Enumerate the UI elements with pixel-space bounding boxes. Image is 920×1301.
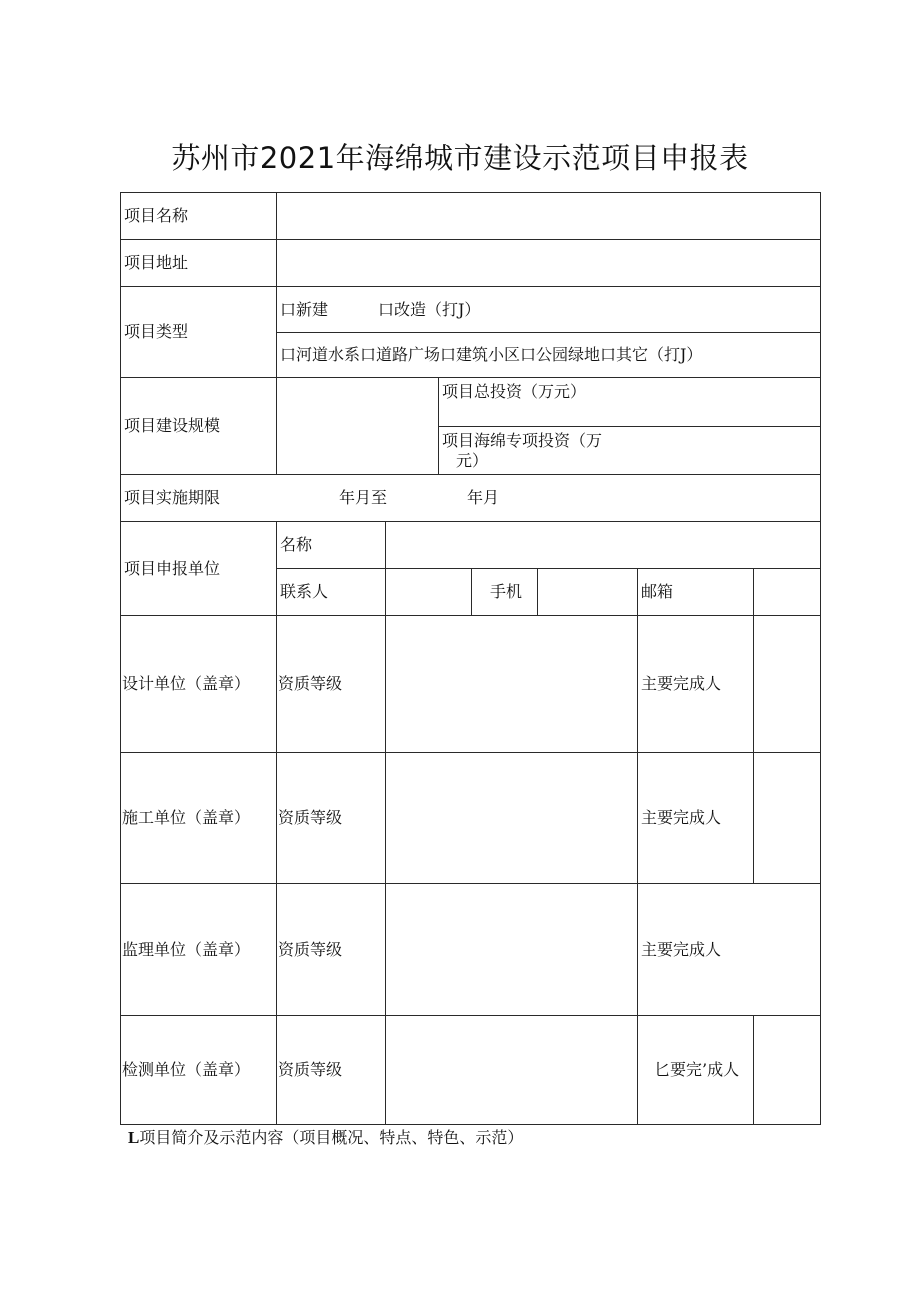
applicant-name-field[interactable] (385, 521, 821, 569)
sponge-investment-line1: 项目海绵专项投资（万 (442, 431, 603, 450)
phone-label: 手机 (471, 568, 538, 616)
construction-main-person-label: 主要完成人 (637, 752, 754, 884)
design-unit-label: 设计单位（盖章） (120, 615, 277, 753)
sponge-investment-line2: 元） (456, 451, 489, 470)
sponge-investment-label (438, 426, 821, 475)
supervision-main-person-label: 主要完成人 (637, 883, 821, 1016)
supervision-unit-label: 监理单位（盖章） (120, 883, 277, 1016)
project-address-field[interactable] (276, 239, 821, 287)
contact-person-field[interactable] (385, 568, 472, 616)
applicant-name-label: 名称 (276, 521, 386, 569)
testing-main-person-label: 匕要完’成人 (637, 1015, 754, 1125)
project-type-options-2[interactable]: 口河道水系口道路广场口建筑小区口公园绿地口其它（打J） (276, 332, 821, 378)
construction-main-person-field[interactable] (753, 752, 821, 884)
project-type-options-1[interactable] (276, 286, 821, 333)
page-title: 苏州市2021年海绵城市建设示范项目申报表 (171, 141, 749, 175)
project-period-label: 项目实施期限 (120, 474, 277, 522)
applicant-unit-label: 项目申报单位 (120, 521, 277, 616)
construction-qualification-label: 资质等级 (276, 752, 386, 884)
design-main-person-field[interactable] (753, 615, 821, 753)
project-summary-heading (128, 1128, 523, 1148)
testing-qualification-field[interactable] (385, 1015, 638, 1125)
contact-person-label: 联系人 (276, 568, 386, 616)
period-from: 年月至 (339, 488, 388, 507)
testing-qualification-label: 资质等级 (276, 1015, 386, 1125)
design-qualification-field[interactable] (385, 615, 638, 753)
supervision-qualification-label: 资质等级 (276, 883, 386, 1016)
construction-qualification-field[interactable] (385, 752, 638, 884)
testing-unit-label: 检测单位（盖章） (120, 1015, 277, 1125)
design-main-person-label: 主要完成人 (637, 615, 754, 753)
email-field[interactable] (753, 568, 821, 616)
total-investment-label: 项目总投资（万元） (438, 377, 821, 427)
project-summary-text: 项目简介及示范内容（项目概况、特点、特色、示范） (139, 1128, 524, 1147)
project-scale-field[interactable] (276, 377, 439, 475)
testing-main-person-field[interactable] (753, 1015, 821, 1125)
project-scale-label: 项目建设规模 (120, 377, 277, 475)
construction-unit-label: 施工单位（盖章） (120, 752, 277, 884)
project-name-label: 项目名称 (120, 192, 277, 240)
option-new-build[interactable]: 口新建 (280, 299, 329, 319)
list-marker: L (128, 1128, 140, 1147)
supervision-qualification-field[interactable] (385, 883, 638, 1016)
design-qualification-label: 资质等级 (276, 615, 386, 753)
project-type-label: 项目类型 (120, 286, 277, 378)
email-label: 邮箱 (637, 568, 754, 616)
period-to: 年月 (467, 488, 500, 507)
project-address-label: 项目地址 (120, 239, 277, 287)
option-renovation[interactable]: 口改造（打J） (378, 299, 481, 319)
project-period-field[interactable] (276, 474, 821, 522)
project-name-field[interactable] (276, 192, 821, 240)
phone-field[interactable] (537, 568, 638, 616)
